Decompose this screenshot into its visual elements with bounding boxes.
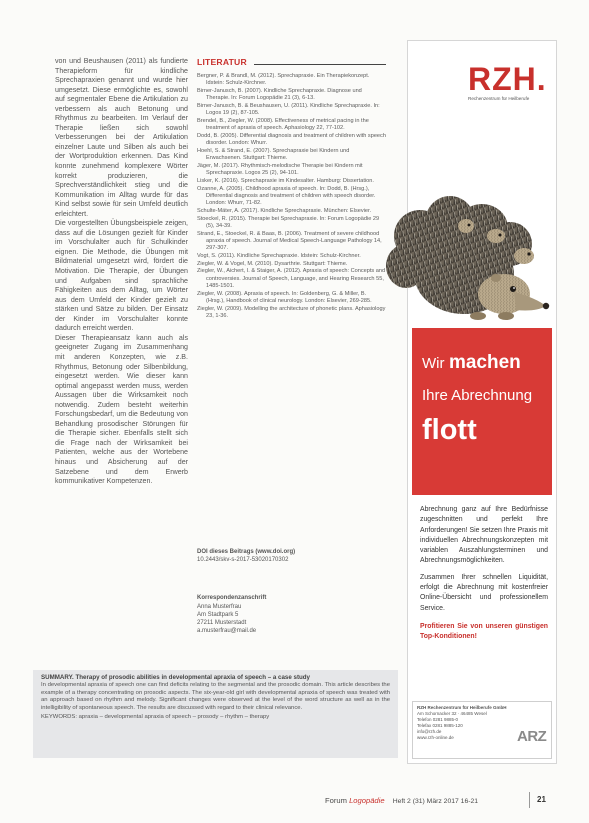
body-column bbox=[55, 57, 188, 487]
correspondence-line: Anna Musterfrau bbox=[197, 604, 242, 610]
summary-title: SUMMARY. Therapy of prosodic abilities in developmental apraxia of speech – a case study bbox=[41, 674, 311, 681]
hedgehog-illustration bbox=[386, 166, 556, 328]
page-number: 21 bbox=[537, 795, 546, 804]
slogan-ihre: Ihre Abrechnung bbox=[422, 387, 533, 404]
ad-paragraph: Zusammen Ihrer schnellen Liquidität, erfolgt die Abrechnung mit kostenfreier Online-Übersicht und professionellem Service. bbox=[420, 573, 548, 612]
body-paragraph: Die vorgestellten Übungsbeispiele zeigen, dass auf die Lösungen gezielt für Kinder im Vorschulalter auch für Schulkinder eignen. Die Methode, die Übungen mit Bildmaterial umgesetzt wird, fördert die Motivation. Die Therapie, der Übungen und Aufgaben sind sprachliche Fähigkeiten aus dem Alltag, um Wörter aus dem Umfeld der Kinder gezielt zu stärken und Sätze zu bilden. Der Einsatz der Kinder im Vorschulalter konnte dadurch erreicht werden. bbox=[55, 219, 188, 333]
literature-heading: LITERATUR bbox=[197, 57, 247, 67]
literature-reference: Ozanne, A. (2005). Childhood apraxia of speech. In: Dodd, B. (Hrsg.), Differential diagnosis and treatment of children with speech disorder. London: Whurr, 71-82. bbox=[197, 185, 376, 207]
slogan-flott: flott bbox=[422, 414, 477, 446]
literature-reference: Birner-Janusch, B. & Beushausen, U. (2011). Kindliche Sprechapraxie. In: Logos 19 (2), 87-105. bbox=[197, 103, 380, 117]
summary-text: In developmental apraxia of speech one can find deficits relating to the segmental and the prosodic domain. This article describes the example of a therapy concentrating on prosodic aspects. The six-year-old girl with developmental apraxia of speech was treated with an approach based on rhythm and melody. Significant changes were observed at the level of the word structure as well as in the intelligibility of spontaneous speech. The results are discussed with regard to their clinical relevance. bbox=[41, 682, 390, 712]
literature-reference: Lisker, K. (2016). Sprechapraxie im Kindesalter. Hamburg: Dissertation. bbox=[197, 178, 374, 184]
body-paragraph: Dieser Therapieansatz kann auch als geeigneter Zugang im Zusammenhang mit anderen Konzepten, wie z.B. Rhythmus, Betonung oder Silbenbildung, eingesetzt werden. Wie dieser kann optimal angepasst werden muss, werden Aussagen über die Wirksamkeit noch notwendig. Zudem besteht weiterhin Forschungsbedarf, um die Bedeutung von Behandlung prosodischer Störungen für die Therapie sicher. Ebenfalls stellt sich die Frage nach der Wirksamkeit bei Patienten, welche aus der Wortebene hinaus und Absicherung auf der Satzebene und dem Erwerb kommunikativer Kompetenzen. bbox=[55, 333, 188, 486]
literature-reference: Vogt, S. (2011). Kindliche Sprechapraxie. Idstein: Schulz-Kirchner. bbox=[197, 253, 361, 259]
literature-reference: Ziegler, W. (2009). Modelling the architecture of phonetic plans. Aphasiology 23, 1-36. bbox=[197, 305, 386, 319]
journal-prefix: Forum bbox=[325, 796, 347, 805]
summary-keywords: KEYWORDS: apraxia – developmental apraxia of speech – prosody – rhythm – therapy bbox=[41, 713, 270, 720]
footer-divider bbox=[529, 792, 530, 808]
literature-reference: Ziegler, W., Aichert, I. & Staiger, A. (2012). Apraxia of speech: Concepts and controversies. Journal of Speech, Language, and Hearing Research 55, 1485-1501. bbox=[197, 268, 386, 289]
correspondence-line: 27211 Musterstadt bbox=[197, 620, 247, 626]
page-footer bbox=[325, 796, 478, 805]
contact-company: RZH Rechenzentrum für Heilberufe GmbH bbox=[417, 705, 507, 710]
ad-offer-text: Profitieren Sie von unseren günstigen Top-Konditionen! bbox=[420, 622, 548, 641]
advertisement[interactable] bbox=[407, 40, 557, 764]
summary-box bbox=[33, 670, 398, 758]
literature-reference: Strand, E., Stoeckel, R. & Baas, B. (2006). Treatment of severe childhood apraxia of speech. Journal of Medical Speech-Language Pathology 14, 297-307. bbox=[197, 230, 382, 252]
slogan-panel bbox=[412, 328, 552, 495]
correspondence-email[interactable]: a.musterfrau@mail.de bbox=[197, 628, 257, 634]
literature-reference: Bergner, P. & Brandl, M. (2012). Sprechapraxie. Ein Therapiekonzept. Idstein: Schulz-Kirchner. bbox=[197, 73, 370, 87]
correspondence-label: Korrespondenzanschrift bbox=[197, 595, 267, 601]
arz-badge-text: ARZ bbox=[517, 728, 547, 745]
slogan-machen: machen bbox=[448, 352, 521, 373]
ad-paragraph: Abrechnung ganz auf Ihre Bedürfnisse zugeschnitten und perfekt Ihre Anforderungen! Sie setzen Ihre Praxis mit individuellen Abrechnungskonzepten mit variablen Auszahlungsterminen und Abrechnungsmöglichkeiten. bbox=[420, 506, 548, 565]
doi-label: DOI dieses Beitrags (www.doi.org) bbox=[197, 549, 296, 555]
contact-address: Am Schornacker 32 · 46485 Wesel bbox=[417, 711, 487, 716]
body-paragraph: von und Beushausen (2011) als fundierte Therapieform für kindliche Sprechapraxien genannt und wurde hier umgesetzt. Diese ermöglichte es, sowohl auf segmentaler Ebene die Artikulation zu verbessern als auch Betonung und Rhythmus zu bearbeiten. Im Verlauf der Therapie ließen sich sowohl Verbesserungen bei der Artikulation einzelner Laute und Silben als auch bei der Wortproduktion erkennen. Das Kind konnte zunehmend komplexere Wörter korrekt produzieren, die Sprechverständlichkeit stieg und die Kommunikation im Alltag wurde für das Kind selbst sowie für sein Umfeld deutlich erleichtert. bbox=[55, 57, 188, 218]
literature-reference: Stoeckel, R. (2015). Therapie bei Sprechapraxie. In: Forum Logopädie 29 (5), 34-39. bbox=[197, 215, 380, 229]
contact-website[interactable]: www.rzh-online.de bbox=[417, 735, 454, 740]
literature-rule bbox=[254, 64, 386, 65]
contact-fax: Telefax 0281 9885-120 bbox=[417, 723, 463, 728]
logo-text: RZH. bbox=[468, 61, 547, 97]
arz-badge bbox=[517, 728, 546, 746]
correspondence-block bbox=[197, 594, 386, 635]
doi-value: 10.2443/skv-s-2017-53020170302 bbox=[197, 557, 289, 563]
contact-phone: Telefon 0281 9885-0 bbox=[417, 717, 459, 722]
literature-reference: Jäger, M. (2017). Rhythmisch-melodische Therapie bei Kindern mit Sprechapraxie. Logos 25 (2), 94-101. bbox=[197, 163, 363, 177]
correspondence-line: Am Stadtpark 5 bbox=[197, 612, 239, 618]
ad-body-text bbox=[420, 505, 548, 643]
literature-reference: Dodd, B. (2005). Differential diagnosis and treatment of children with speech disorder. London: Whurr. bbox=[197, 133, 386, 147]
logo-tagline: Rechenzentrum für Heilberufe bbox=[468, 96, 530, 101]
literature-reference: Birner-Janusch, B. (2007). Kindliche Sprechapraxie. Diagnose und Therapie. In: Forum Logopädie 21 (3), 6-13. bbox=[197, 88, 362, 102]
slogan-wir: Wir bbox=[422, 355, 445, 372]
journal-name: Logopädie bbox=[349, 796, 385, 805]
literature-list bbox=[197, 73, 386, 321]
journal-issue: Heft 2 (31) März 2017 16-21 bbox=[392, 798, 479, 805]
rzh-logo bbox=[468, 63, 552, 101]
literature-reference: Brendel, B., Ziegler, W. (2008). Effectiveness of metrical pacing in the treatment of apraxia of speech. Aphasiology 22, 77-102. bbox=[197, 118, 369, 132]
contact-email[interactable]: info@rzh.de bbox=[417, 729, 442, 734]
literature-reference: Hoehl, S. & Strand, E. (2007). Sprechapraxie bei Kindern und Erwachsenen. Stuttgart: Thieme. bbox=[197, 148, 350, 162]
doi-block bbox=[197, 548, 386, 564]
literature-reference: Ziegler, W. (2008). Apraxia of speech. In: Goldenberg, G. & Miller, B. (Hrsg.), Handbook of clinical neurology. London: Elsevier, 269-285. bbox=[197, 290, 372, 304]
literature-reference: Ziegler, W. & Vogel, M. (2010). Dysarthrie. Stuttgart: Thieme. bbox=[197, 260, 348, 267]
literature-reference: Schulte-Mäter, A. (2017). Kindliche Sprechapraxie. München: Elsevier. bbox=[197, 208, 372, 214]
ad-contact-box bbox=[412, 701, 552, 759]
